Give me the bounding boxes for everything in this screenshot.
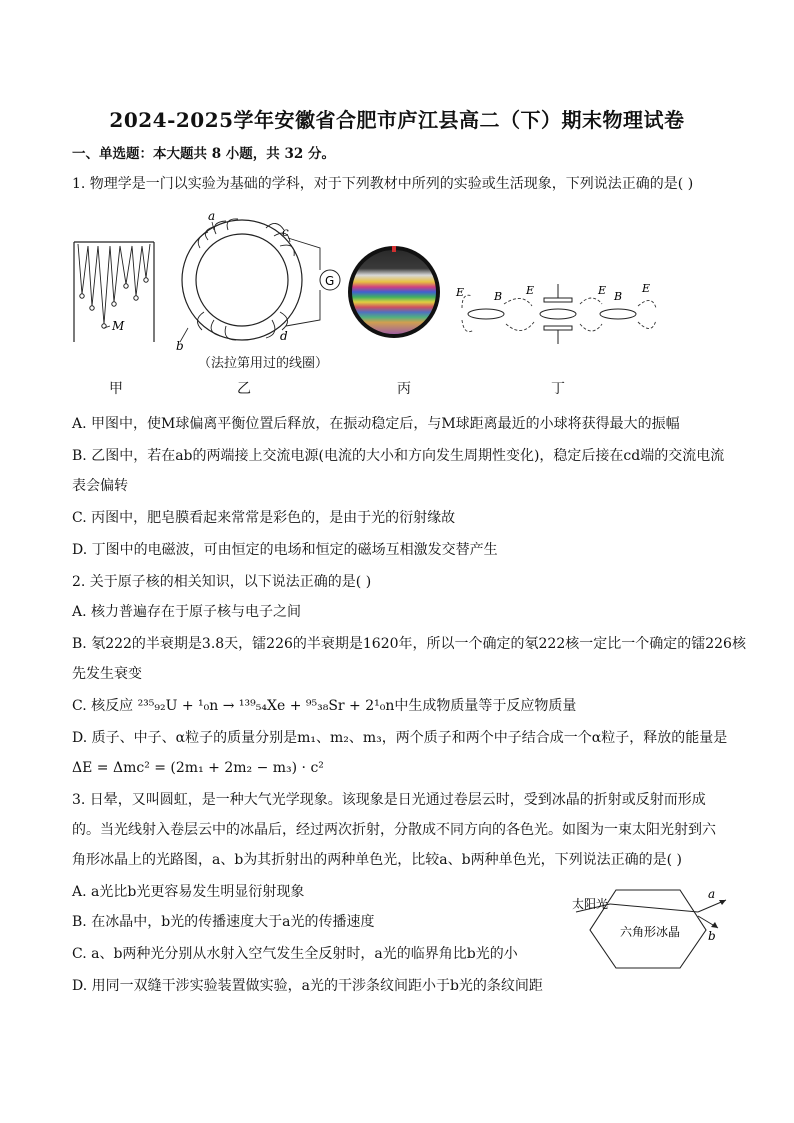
caption-jia: 甲 [109, 381, 123, 397]
q1-option-b-line2: 表会偏转 [72, 478, 128, 494]
q3-stem-line1: 3. 日晕，又叫圆虹，是一种大气光学现象。该现象是日光通过卷层云时，受到冰晶的折射或反射而形成 [72, 792, 706, 808]
q1-stem: 1. 物理学是一门以实验为基础的学科，对于下列教材中所列的实验或生活现象，下列说法正确的是( ) [72, 176, 694, 192]
caption-bing: 丙 [397, 381, 411, 397]
caption-yi: 乙 [237, 381, 251, 397]
label-M: M [112, 319, 125, 333]
label-E4: E [642, 282, 651, 295]
label-d: d [280, 329, 288, 343]
q2-option-d-formula: ΔE = Δmc² = (2m₁ + 2m₂ − m₃) · c² [72, 760, 324, 776]
q3-stem-line2: 的。当光线射入卷层云中的冰晶后，经过两次折射，分散成不同方向的各色光。如图为一束太阳光射到六 [72, 822, 716, 838]
q1-option-d: D. 丁图中的电磁波，可由恒定的电场和恒定的磁场互相激发交替产生 [72, 542, 498, 558]
q3-option-d: D. 用同一双缝干涉实验装置做实验，a光的干涉条纹间距小于b光的条纹间距 [72, 978, 543, 994]
q3-option-b: B. 在冰晶中，b光的传播速度大于a光的传播速度 [72, 914, 375, 930]
q1-option-a: A. 甲图中，使M球偏离平衡位置后释放，在振动稳定后，与M球距离最近的小球将获得最大的振幅 [72, 416, 680, 432]
q2-stem: 2. 关于原子核的相关知识，以下说法正确的是( ) [72, 574, 372, 590]
figure-ding-em-wave [452, 278, 662, 348]
coil-caption: （法拉第用过的线圈） [197, 356, 328, 371]
q2-option-c: C. 核反应 ²³⁵₉₂U + ¹₀n → ¹³⁹₅₄Xe + ⁹⁵₃₈Sr + 2¹₀n中生成物质量等于反应物质量 [72, 698, 577, 714]
q3-option-a: A. a光比b光更容易发生明显衍射现象 [72, 884, 305, 900]
q2-option-a: A. 核力普遍存在于原子核与电子之间 [72, 604, 302, 620]
label-B1: B [494, 290, 503, 303]
ray-label-a: a [708, 887, 716, 901]
caption-ding: 丁 [551, 381, 565, 397]
label-crystal: 六角形冰晶 [620, 925, 681, 939]
label-E3: E [598, 284, 607, 297]
ray-label-b: b [708, 929, 716, 943]
q1-option-b-line1: B. 乙图中，若在ab的两端接上交流电源(电流的大小和方向发生周期性变化)，稳定后接在cd端的交流电流 [72, 448, 725, 464]
q3-stem-line3: 角形冰晶上的光路图，a、b为其折射出的两种单色光，比较a、b两种单色光，下列说法正确的是( ) [72, 852, 682, 868]
figure-yi-faraday-coil [170, 208, 350, 368]
q2-option-d-line1: D. 质子、中子、α粒子的质量分别是m₁、m₂、m₃，两个质子和两个中子结合成一个α粒子，释放的能量是 [72, 730, 728, 746]
label-E1: E [456, 286, 465, 299]
section-heading: 一、单选题：本大题共 8 小题，共 32 分。 [72, 146, 335, 162]
q2-option-b-line1: B. 氡222的半衰期是3.8天，镭226的半衰期是1620年，所以一个确定的氡222核一定比一个确定的镭226核 [72, 636, 746, 652]
figure-hexagonal-ice-crystal [570, 884, 730, 974]
label-c: c [282, 225, 289, 239]
label-sunlight: 太阳光 [572, 897, 609, 911]
label-E2: E [526, 284, 535, 297]
label-a: a [208, 209, 216, 223]
q3-option-c: C. a、b两种光分别从水射入空气发生全反射时，a光的临界角比b光的小 [72, 946, 518, 962]
q1-option-c: C. 丙图中，肥皂膜看起来常常是彩色的，是由于光的衍射缘故 [72, 510, 456, 526]
figure-jia-pendulums [70, 234, 160, 346]
label-b: b [176, 339, 184, 353]
label-B2: B [614, 290, 623, 303]
figure-bing-soap-film [346, 244, 442, 340]
galvanometer-G: G [325, 274, 335, 288]
q2-option-b-line2: 先发生衰变 [72, 666, 142, 682]
page-title: 2024-2025学年安徽省合肥市庐江县高二（下）期末物理试卷 [109, 108, 685, 132]
